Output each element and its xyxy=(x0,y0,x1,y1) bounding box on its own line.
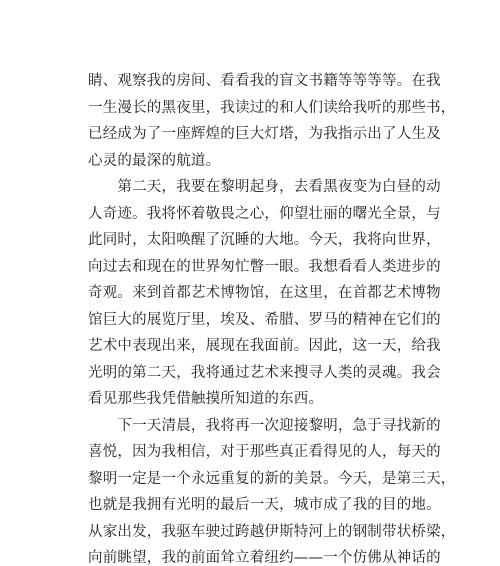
text-line: 奇观。来到首都艺术博物馆，在这里，在首都艺术博物 xyxy=(88,285,441,301)
text-line: 此同时，太阳唤醒了沉睡的大地。今天，我将向世界， xyxy=(88,232,441,248)
text-line: 馆巨大的展览厅里，埃及、希腊、罗马的精神在它们的 xyxy=(88,311,441,328)
text-line: 一生漫长的黑夜里，我读过的和人们读给我听的那些书， xyxy=(88,99,456,116)
text-line: 人奇迹。我将怀着敬畏之心，仰望壮丽的曙光全景，与 xyxy=(88,205,441,222)
text-line: 向过去和现在的世界匆忙瞥一眼。我想看看人类进步的 xyxy=(88,258,441,275)
text-line: 向前眺望，我的前面耸立着纽约——一个仿佛从神话的 xyxy=(88,550,441,566)
text-line: 第二天，我要在黎明起身，去看黑夜变为白昼的动 xyxy=(88,179,441,195)
text-line: 艺术中表现出来，展现在我面前。因此，这一天，给我 xyxy=(88,338,441,354)
text-line: 已经成为了一座辉煌的巨大灯塔，为我指示出了人生及 xyxy=(88,126,441,142)
text-line: 睛、观察我的房间、看看我的盲文书籍等等等等。在我 xyxy=(88,73,441,89)
text-line: 从家出发，我驱车驶过跨越伊斯特河上的钢制带状桥梁， xyxy=(88,523,456,540)
text-line: 黎明一定是一个永远重复的新的美景。今天，是第三天， xyxy=(88,470,456,487)
text-line: 也就是我拥有光明的最后一天，城市成了我的目的地。 xyxy=(88,497,441,513)
text-line: 下一天清晨，我将再一次迎接黎明，急于寻找新的 xyxy=(88,417,441,434)
text-line: 看见那些我凭借触摸所知道的东西。 xyxy=(88,391,324,407)
text-line: 喜悦，因为我相信，对于那些真正看得见的人，每天的 xyxy=(88,444,441,460)
body-text xyxy=(88,68,456,566)
text-line: 光明的第二天，我将通过艺术来搜寻人类的灵魂。我会 xyxy=(88,364,441,381)
text-line: 心灵的最深的航道。 xyxy=(88,152,221,169)
